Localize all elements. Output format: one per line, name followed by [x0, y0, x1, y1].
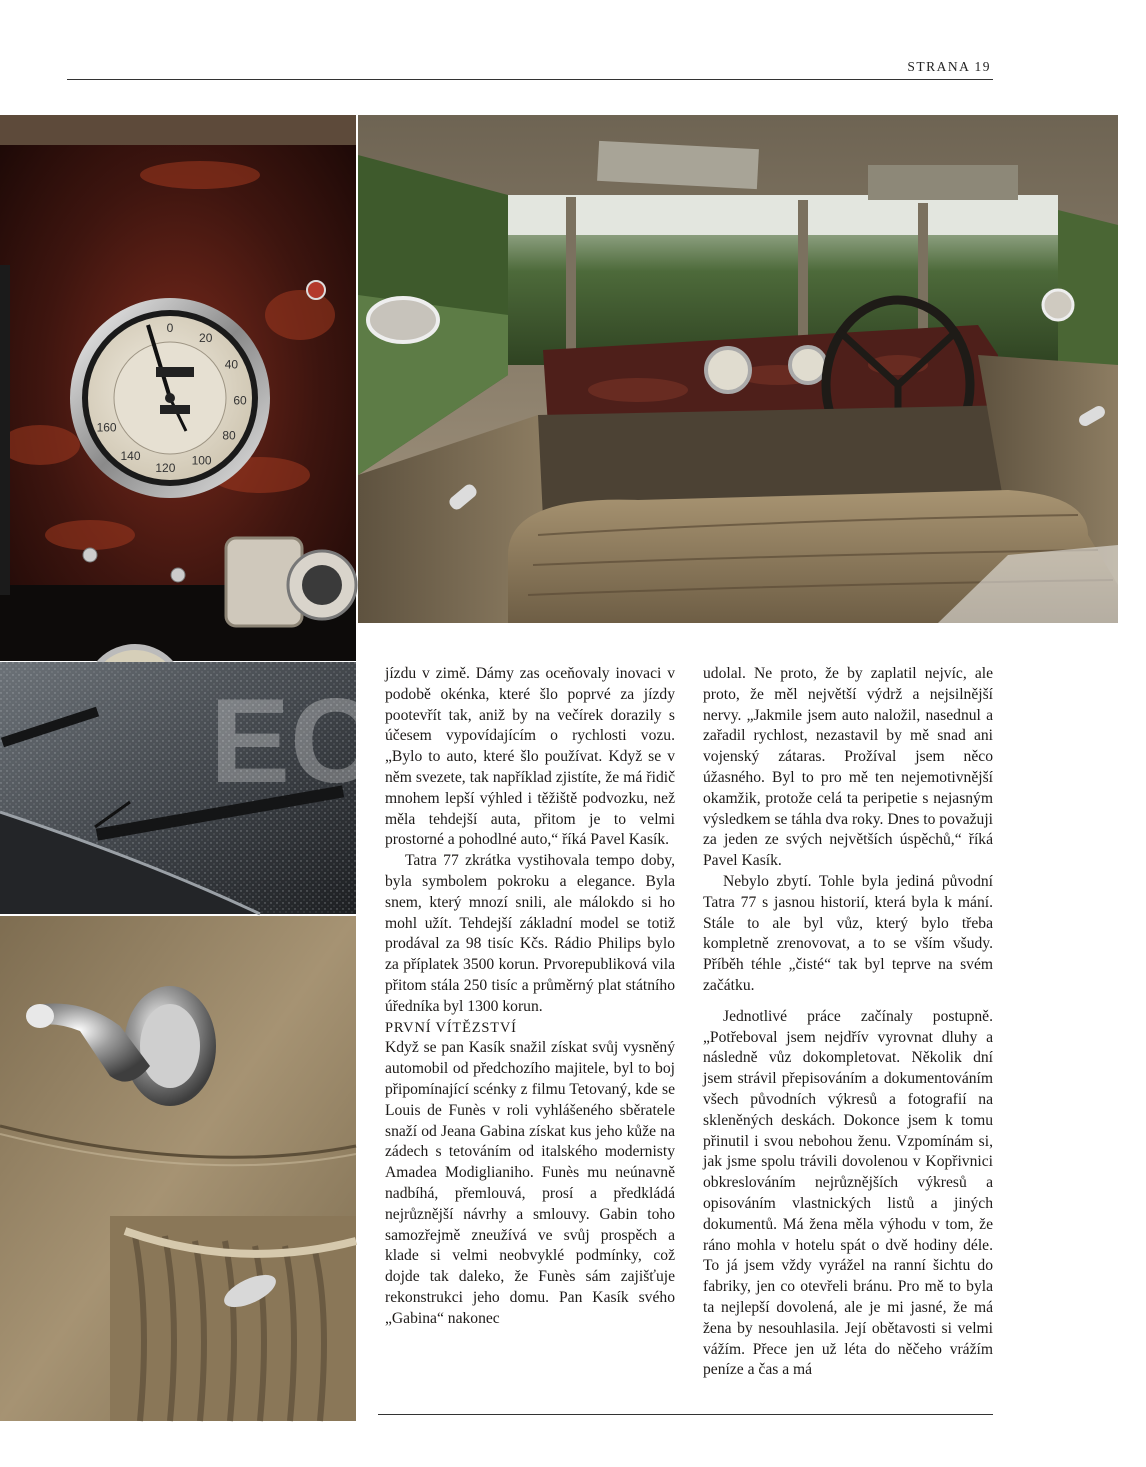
gauge-tick-label: 40 [224, 357, 239, 372]
car-interior-photo [358, 115, 1118, 623]
gauge-tick-label: 160 [96, 420, 117, 435]
article-paragraph: Nebylo zbytí. Tohle byla jediná původní Tatra 77 s jasnou historií, která byla k mání. Stále to ale byl vůz, který bylo třeba kompletně zrenovovat, a to se vším všudy. Příběh téhle „čisté“ tak byl teprve na svém začátku. [703, 872, 993, 994]
footer-rule [378, 1414, 993, 1415]
gauge-tick-label: 80 [222, 428, 236, 443]
article-paragraph: Když se pan Kasík snažil získat svůj vysněný automobil od předchozího majitele, byl to boj připomínající scénky z filmu Tetovaný, kde se Louis de Funès v roli vyhlášeného sběratele snaží od Jeana Gabina získat kus jeho kůže na zádech s tetováním od italského modernisty Amadea Modiglianiho. Funès mu neúnavně nadbíhá, přemlouvá, prosí a předkládá nejrůznější návrhy a smlouvy. Gabin toho samozřejmě zneužívá ve svůj prospěch a klade si velmi neobvyklé podmínky, což dojde tak daleko, že Funès sám zajišťuje rekonstrukci jeho domu. Pan Kasík svého „Gabina“ nakonec [385, 1039, 675, 1327]
gauge-tick-label: 0 [166, 321, 174, 335]
gauge-tick-label: 120 [155, 460, 176, 475]
section-heading: PRVNÍ VÍTĚZSTVÍ [385, 1019, 517, 1036]
windscreen-wiper-photo [0, 662, 377, 914]
dashboard-gauge-photo [0, 115, 356, 661]
article-column-left [385, 664, 675, 1330]
article-paragraph: Jednotlivé práce začínaly postupně. „Potřeboval jsem nejdřív vyrovnat dluhy a následně vůz dokompletovat. Několik dní jsem strávil přepisováním a dokumentováním všech původních výkresů a fotografií na skleněných deskách. Dokonce jsem k tomu přinutil i svou nebohou ženu. Vzpomínám si, jak jsme spolu trávili dovolenou v Kopřivnici obkreslováním nejrůznějších výkresů a opisováním vlastnických listů a jiných dokumentů. Má žena měla výhodu v tom, že ráno mohla v hotelu spát o dvě hodiny déle. To já jsem vždy vyrážel na ranní šichtu do fabriky, jen co otevřeli bránu. Pro mě to byla ta nejlepší dovolená, ale je mi jasné, že má žena by nesouhlasila. Její obětavosti si velmi vážím. Přece jen už léta do něčeho vrážím peníze a čas a má [703, 1007, 993, 1379]
article-paragraph: udolal. Ne proto, že by zaplatil nejvíc, ale proto, že měl největší výdrž a nejsilnější nervy. „Jakmile jsem auto naložil, nasednul a zařadil rychlost, nezastavil by mě snad ani vojenský zátaras. Prožíval jsem něco úžasného. Byl to pro mě ten nejemotivnější okamžik, protože celá ta peripetie s nejasným výsledkem se táhla dva roky. Dnes to považuji za jeden ze svých největších úspěchů,“ říká Pavel Kasík. [703, 665, 993, 870]
door-handle-photo [0, 916, 356, 1421]
page-number-label: STRANA 19 [907, 59, 991, 74]
gauge-tick-label: 140 [120, 448, 141, 463]
watermark-text: EC [210, 674, 377, 808]
article-column-right [703, 664, 993, 1381]
gauge-tick-label: 100 [191, 453, 212, 468]
article-paragraph: jízdu v zimě. Dámy zas oceňovaly inovaci v podobě okénka, které šlo poprvé za jízdy pootevřít tak, aniž by na večírek dorazily s účesem vypovídajícím o rychlosti vozu. „Bylo to auto, které šlo používat. Když se v něm svezete, tak například zjistíte, že má řidič mnohem lepší výhled i těžiště podvozku, než měla tehdejší auta, přitom je to velmi prostorné a pohodlné auto,“ říká Pavel Kasík. [385, 665, 675, 849]
article-paragraph: Tatra 77 zkrátka vystihovala tempo doby, byla symbolem pokroku a elegance. Byla snem, který mnozí snili, ale málokdo si ho mohl užít. Tehdejší základní model se totiž prodával za 98 tisíc Kčs. Rádio Philips bylo za příplatek 3500 korun. Prvorepubliková vila přitom stála 250 tisíc a průměrný plat státního úředníka byl 1300 korun. [385, 852, 675, 1015]
page-header [67, 57, 993, 80]
gauge-tick-label: 60 [233, 393, 247, 408]
gauge-tick-label: 20 [199, 330, 213, 345]
